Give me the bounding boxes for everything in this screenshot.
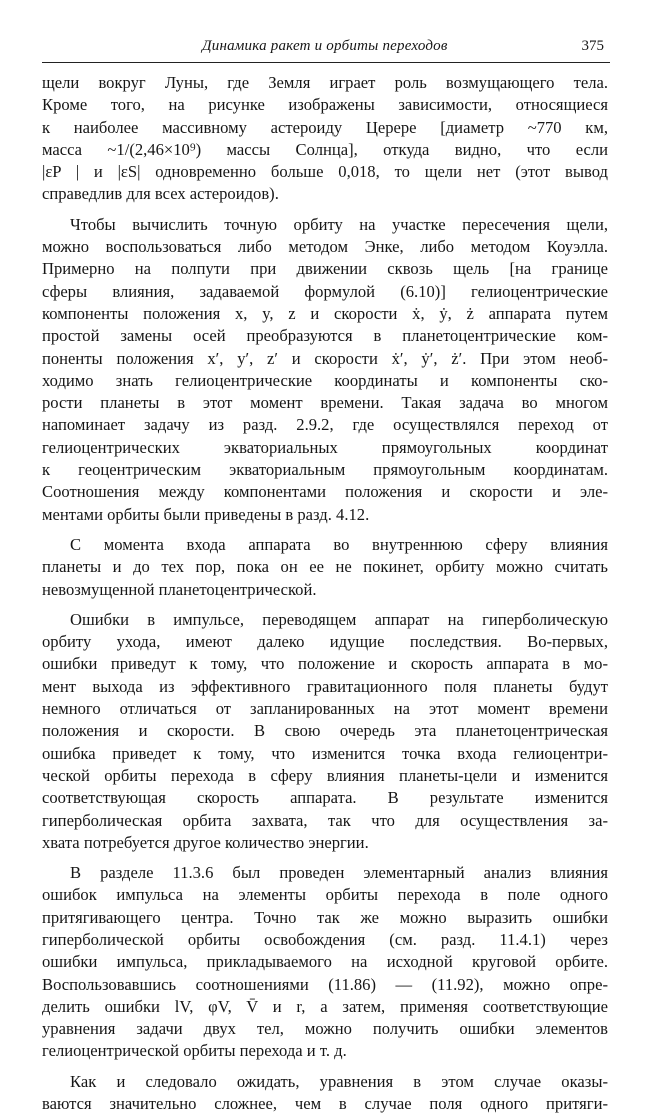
text-line: гиперболической орбиты освобождения (см. разд. 11.4.1) через: [42, 929, 608, 949]
paragraph: [42, 862, 608, 1063]
text-line: хвата потребуется другое количество энергии.: [42, 832, 369, 852]
text-line: ваются значительно сложнее, чем в случае поля одного притяги-: [42, 1094, 608, 1114]
text-line: невозмущенной планетоцентрической.: [42, 579, 317, 599]
text-line: напоминает задачу из разд. 2.9.2, где осуществлялся переход от: [42, 415, 608, 435]
paragraph: [42, 534, 608, 601]
page-body: [42, 72, 608, 1115]
text-line: делить ошибки lV, φV, V̄ и r, а затем, применяя соответствующие: [42, 996, 608, 1016]
text-line: мент выхода из эффективного гравитационного поля планеты будут: [42, 676, 608, 696]
text-line: орбиту ухода, имеют далеко идущие последствия. Во-первых,: [42, 632, 608, 652]
text-line: рости планеты в этот момент времени. Такая задача во многом: [42, 393, 608, 413]
text-line: Ошибки в импульсе, переводящем аппарат на гиперболическую: [70, 609, 608, 629]
text-line: притягивающего центра. Точно так же можно выразить ошибки: [42, 907, 608, 927]
text-line: сферы влияния, задаваемой формулой (6.10)] гелиоцентрические: [42, 281, 608, 301]
text-line: компоненты положения x, y, z и скорости ẋ, ẏ, ż аппарата путем: [42, 303, 608, 323]
text-line: В разделе 11.3.6 был проведен элементарный анализ влияния: [70, 863, 608, 883]
text-line: гелиоцентрической орбиты перехода и т. д.: [42, 1041, 347, 1061]
text-line: ошибки импульса, прикладываемого на исходной круговой орбите.: [42, 952, 608, 972]
text-line: ошибка приведет к тому, что изменится точка входа гелиоцентри-: [42, 743, 608, 763]
text-line: ментами орбиты были приведены в разд. 4.12.: [42, 504, 370, 524]
paragraph: [42, 1071, 608, 1115]
text-line: соответствующая скорость аппарата. В результате изменится: [42, 788, 608, 808]
text-line: простой замены осей преобразуются в планетоцентрические ком-: [42, 326, 608, 346]
text-line: Кроме того, на рисунке изображены зависимости, относящиеся: [42, 95, 608, 115]
text-line: Как и следовало ожидать, уравнения в этом случае оказы-: [70, 1071, 608, 1091]
text-line: уравнения задачи двух тел, можно получить ошибки элементов: [42, 1019, 608, 1039]
running-title: Динамика ракет и орбиты переходов: [202, 38, 448, 54]
text-line: С момента входа аппарата во внутреннюю сферу влияния: [70, 534, 608, 554]
text-line: к наиболее массивному астероиду Церере [диаметр ~770 км,: [42, 117, 608, 137]
text-line: немного отличаться от запланированных на этот момент времени: [42, 699, 608, 719]
text-line: гиперболическая орбита захвата, так что для осуществления за-: [42, 810, 608, 830]
text-line: ошибок импульса на элементы орбиты перехода в поле одного: [42, 885, 608, 905]
text-line: Чтобы вычислить точную орбиту на участке пересечения щели,: [70, 214, 608, 234]
text-line: ческой орбиты перехода в сферу влияния планеты-цели и изменится: [42, 765, 608, 785]
text-line: к геоцентрическим экваториальным прямоугольным координатам.: [42, 460, 608, 480]
text-line: можно воспользоваться либо методом Энке, либо методом Коуэлла.: [42, 237, 608, 257]
text-line: Примерно на полпути при движении сквозь щель [на границе: [42, 259, 608, 279]
text-line: щели вокруг Луны, где Земля играет роль возмущающего тела.: [42, 73, 608, 92]
page-number: 375: [581, 38, 604, 54]
text-line: положения и скорости. В свою очередь эта планетоцентрическая: [42, 721, 608, 741]
text-line: Воспользовавшись соотношениями (11.86) — (11.92), можно опре-: [42, 974, 608, 994]
text-line: поненты положения x′, y′, z′ и скорости ẋ′, ẏ′, ż′. При этом необ-: [42, 348, 608, 368]
paragraph: [42, 214, 608, 526]
text-line: гелиоцентрических экваториальных прямоугольных координат: [42, 437, 608, 457]
text-line: справедлив для всех астероидов).: [42, 184, 279, 204]
text-line: ошибки приведут к тому, что положение и скорость аппарата в мо-: [42, 654, 608, 674]
text-line: |εP | и |εS| одновременно больше 0,018, то щели нет (этот вывод: [42, 162, 608, 182]
text-line: Соотношения между компонентами положения и скорости и эле-: [42, 482, 608, 502]
paragraph: [42, 72, 608, 206]
text-line: ходимо знать гелиоцентрические координаты и компоненты ско-: [42, 370, 608, 390]
running-header: [42, 36, 610, 63]
text-line: планеты и до тех пор, пока он ее не покинет, орбиту можно считать: [42, 557, 608, 577]
paragraph: [42, 609, 608, 854]
text-line: масса ~1/(2,46×10⁹) массы Солнца], откуда видно, что если: [42, 139, 608, 159]
